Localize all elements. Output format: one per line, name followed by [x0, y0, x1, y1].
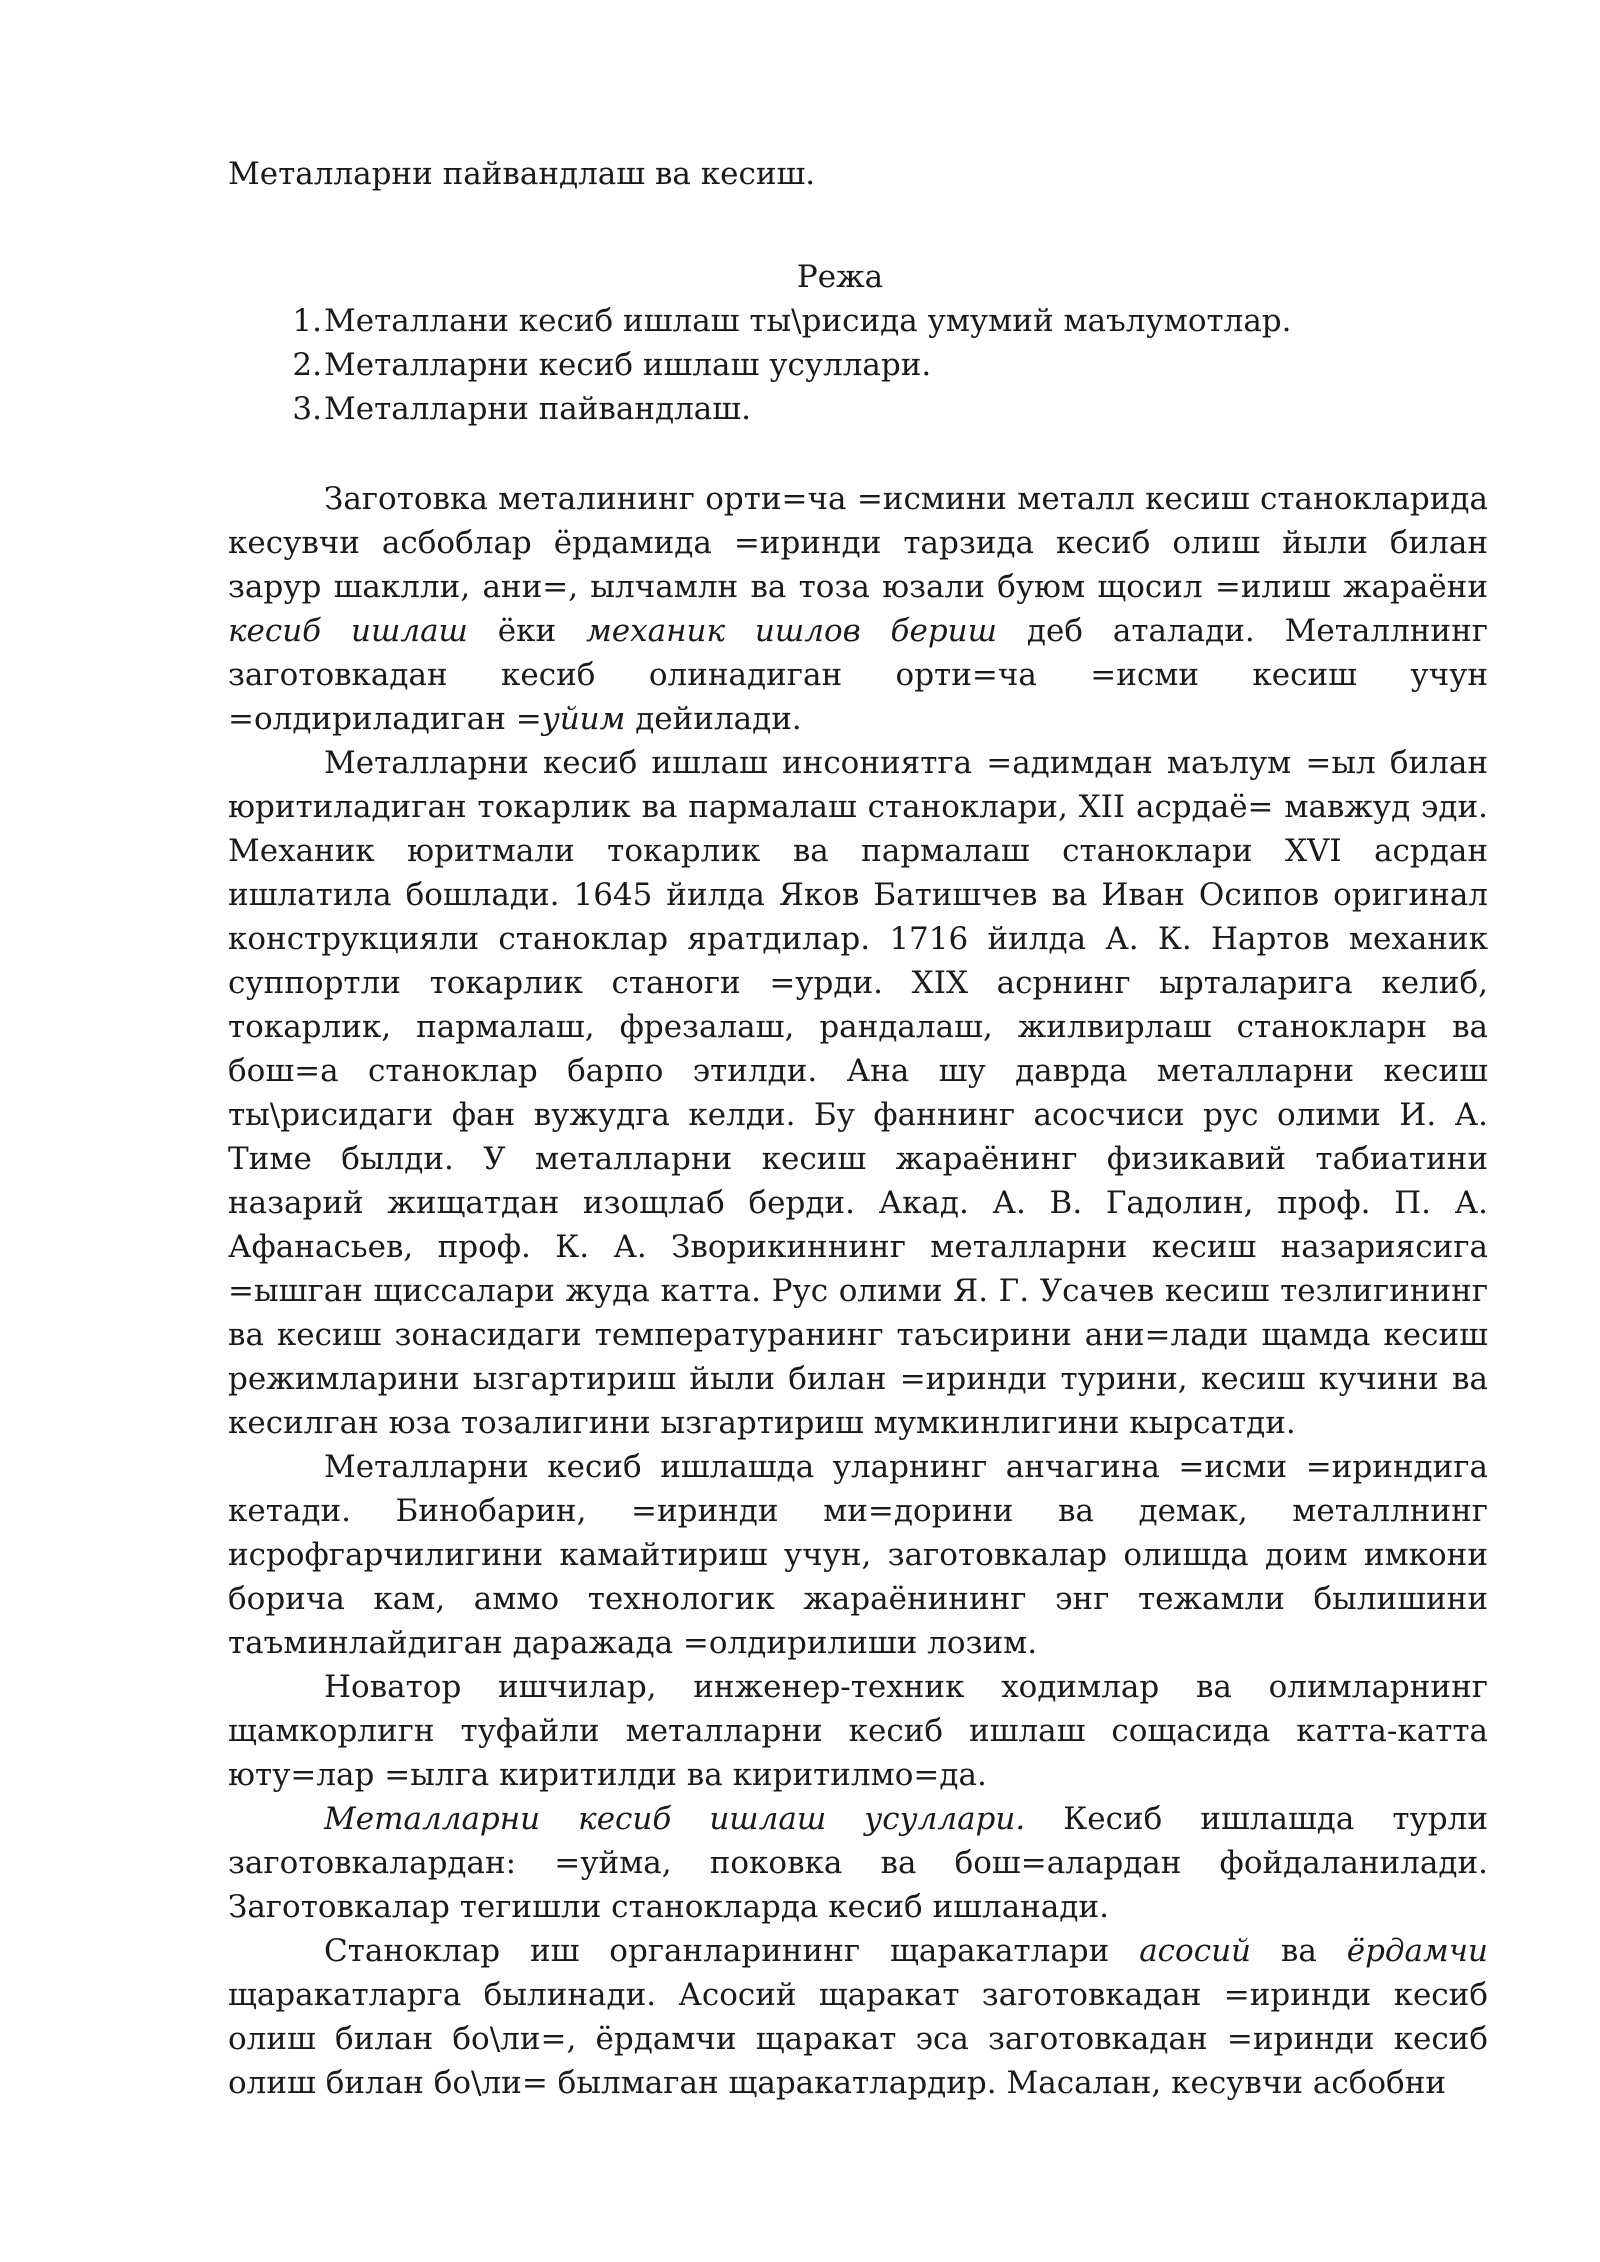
- plan-item: [228, 387, 1478, 431]
- plan-item-text: Металларни кесиб ишлаш усуллари.: [324, 347, 932, 383]
- paragraph-text: дейилади.: [625, 701, 802, 737]
- plan-item-number: 3.: [292, 391, 322, 427]
- paragraph-text: Станоклар иш органларининг щаракатлари: [324, 1933, 1140, 1969]
- paragraph-text: ва: [1251, 1933, 1347, 1969]
- italic-term: асосий: [1139, 1933, 1252, 1969]
- plan-item: [228, 299, 1478, 343]
- paragraph-text: Заготовка металининг орти=ча =исмини металл кесиш станокларида кесувчи асбоблар ёрдамида =иринди тарзида кесиб олиш йыли билан зарур шаклли, ани=, ылчамлн ва тоза юзали буюм щосил =илиш жараёни: [228, 481, 1488, 605]
- italic-term: ёрдамчи: [1346, 1933, 1488, 1969]
- plan-item-text: Металларни пайвандлаш.: [324, 391, 751, 427]
- italic-term: механик ишлов бериш: [586, 613, 997, 649]
- paragraph-5: [228, 1797, 1488, 1929]
- italic-term: кесиб ишлаш: [228, 613, 468, 649]
- paragraph-1: [228, 477, 1488, 741]
- plan-heading: Режа: [796, 259, 884, 295]
- document-title: Металларни пайвандлаш ва кесиш.: [228, 156, 816, 192]
- paragraph-3: Металларни кесиб ишлашда уларнинг анчагина =исми =ириндига кетади. Бинобарин, =иринди ми=дорини ва демак, металлнинг исрофгарчилигини камайтириш учун, заготовкалар олишда доим имкони борича кам, аммо технологик жараёнининг энг тежамли былишини таъминлайдиган даражада =олдирилиши лозим.: [228, 1449, 1488, 1661]
- document-body: [228, 477, 1488, 2105]
- paragraph-6: [228, 1929, 1488, 2105]
- paragraph-4: Новатор ишчилар, инженер-техник ходимлар ва олимларнинг щамкорлигн туфайли металларни кесиб ишлаш сощасида катта-катта юту=лар =ылга киритилди ва киритилмо=да.: [228, 1669, 1488, 1793]
- italic-term: уйим: [541, 701, 626, 737]
- paragraph-text: Кесиб ишлашда турли заготовкалардан: =уйма, поковка ва бош=алардан фойдаланилади. Заготовкалар тегишли станокларда кесиб ишланади.: [228, 1801, 1488, 1925]
- plan-item-number: 1.: [292, 303, 322, 339]
- plan-item-number: 2.: [292, 347, 322, 383]
- plan-item-text: Металлани кесиб ишлаш ты\рисида умумий маълумотлар.: [324, 303, 1292, 339]
- paragraph-text: ёки: [467, 613, 587, 649]
- paragraph-2: Металларни кесиб ишлаш инсониятга =адимдан маълум =ыл билан юритиладиган токарлик ва пармалаш станоклари, XII асрдаё= мавжуд эди. Механик юритмали токарлик ва пармалаш станоклари XVI асрдан ишлатила бошлади. 1645 йилда Яков Батишчев ва Иван Осипов оригинал конструкцияли станоклар яратдилар. 1716 йилда А. К. Нартов механик суппортли токарлик станоги =урди. XIX асрнинг ырталарига келиб, токарлик, пармалаш, фрезалаш, рандалаш, жилвирлаш станокларн ва бош=а станоклар барпо этилди. Ана шу даврда металларни кесиш ты\рисидаги фан вужудга келди. Бу фаннинг асосчиси рус олими И. А. Тиме былди. У металларни кесиш жараёнинг физикавий табиатини назарий жищатдан изощлаб берди. Акад. А. В. Гадолин, проф. П. А. Афанасьев, проф. К. А. Зворикиннинг металларни кесиш назариясига =ышган щиссалари жуда катта. Рус олими Я. Г. Усачев кесиш тезлигининг ва кесиш зонасидаги температуранинг таъсирини ани=лади щамда кесиш режимларини ызгартириш йыли билан =иринди турини, кесиш кучини ва кесилган юза тозалигини ызгартириш мумкинлигини кырсатди.: [228, 745, 1488, 1441]
- plan-item: [228, 343, 1478, 387]
- paragraph-text: деб аталади. Металлнинг заготовкадан кесиб олинадиган орти=ча =исми кесиш учун =олдириладиган =: [228, 613, 1488, 737]
- paragraph-text: щаракатларга былинади. Асосий щаракат заготовкадан =иринди кесиб олиш билан бо\ли=, ёрдамчи щаракат эса заготовкадан =иринди кесиб олиш билан бо\ли= былмаган щаракатлардир. Масалан, кесувчи асбобни: [228, 1977, 1488, 2101]
- italic-heading: Металларни кесиб ишлаш усуллари.: [324, 1801, 1026, 1837]
- plan-list: [228, 299, 1478, 431]
